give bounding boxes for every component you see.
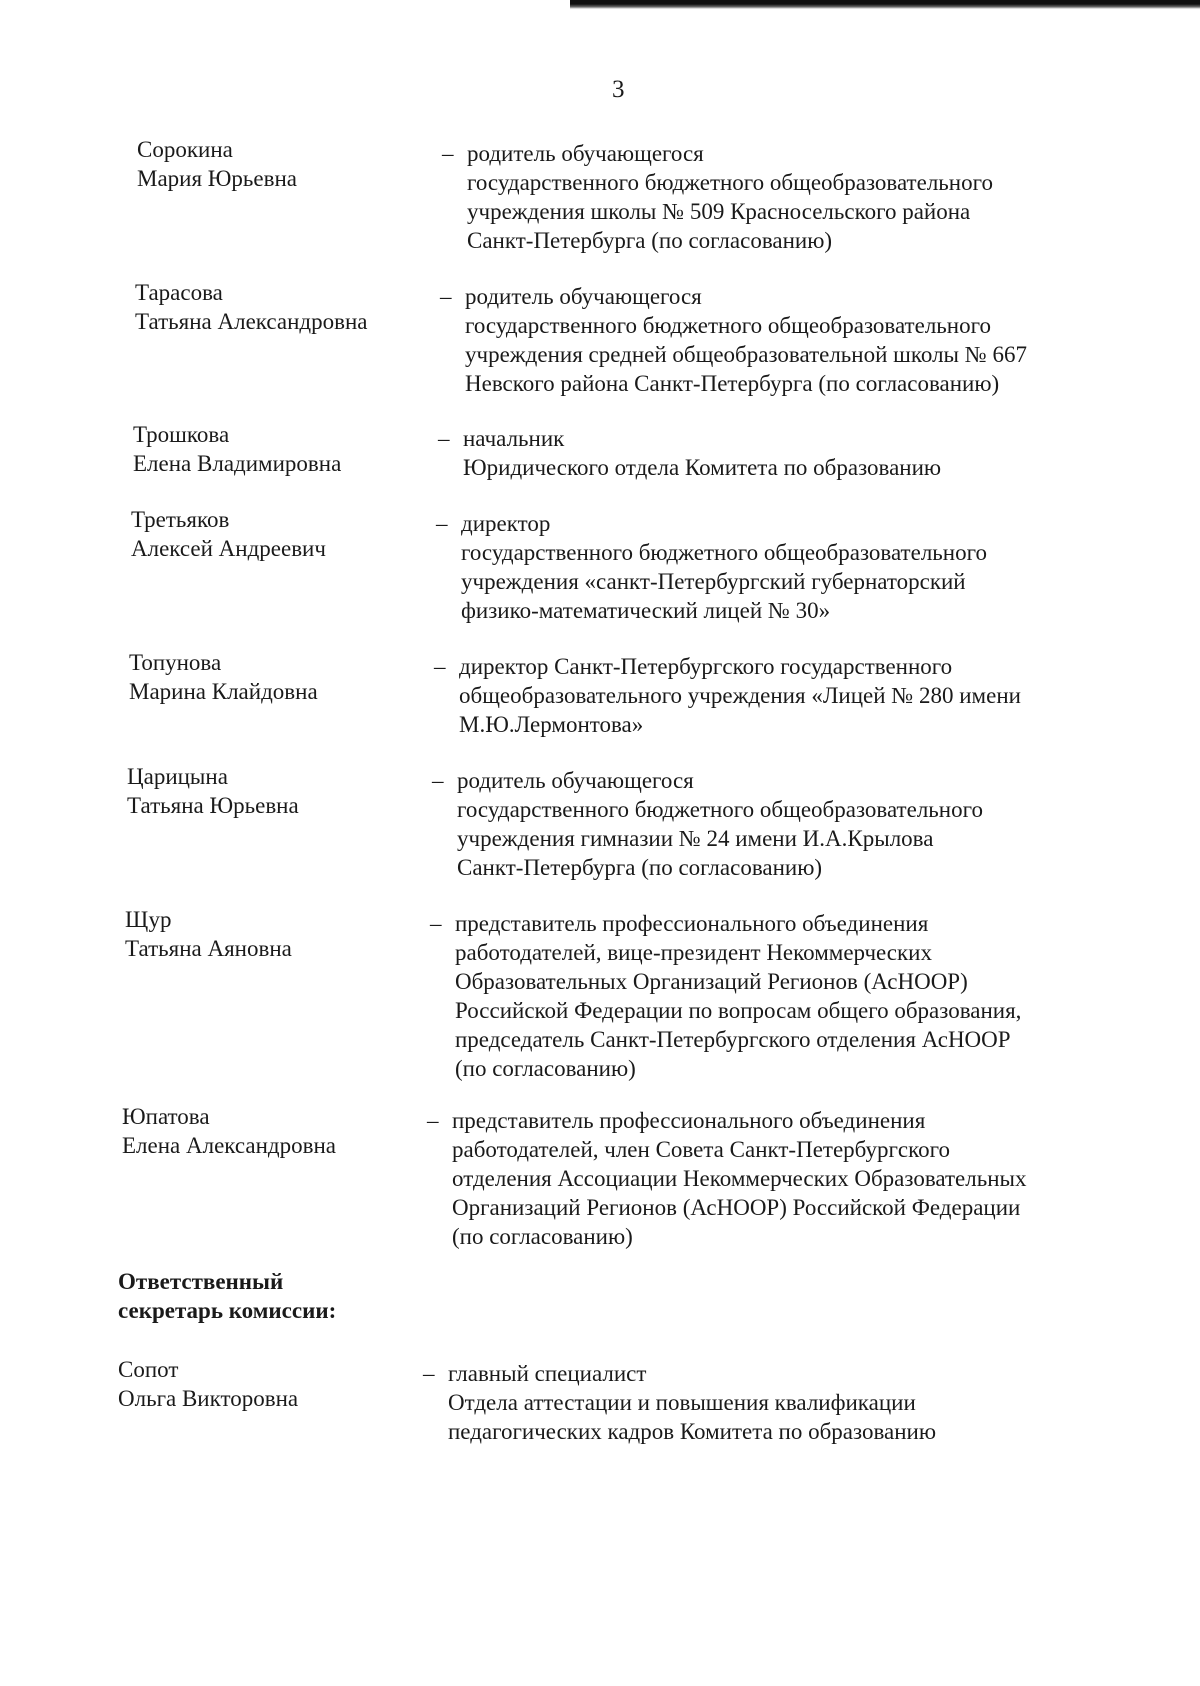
member-name xyxy=(133,420,433,478)
member-dash: – xyxy=(438,426,450,451)
role-line: учреждения «санкт-Петербургский губернаторский xyxy=(461,569,966,594)
member-dash: – xyxy=(442,141,454,166)
member-surname: Трошкова xyxy=(133,422,230,447)
role-line: работодателей, член Совета Санкт-Петербургского xyxy=(452,1137,950,1162)
role-line: представитель профессионального объединения xyxy=(455,911,929,936)
role-line: (по согласованию) xyxy=(452,1224,633,1249)
member-name xyxy=(135,278,435,336)
role-line: отделения Ассоциации Некоммерческих Образовательных xyxy=(452,1166,1027,1191)
member-role xyxy=(455,909,1095,1083)
role-line: родитель обучающегося xyxy=(457,768,694,793)
role-line: Санкт-Петербурга (по согласованию) xyxy=(457,855,823,880)
member-given-name: Мария Юрьевна xyxy=(137,166,298,191)
member-role xyxy=(463,424,1103,482)
member-role xyxy=(459,652,1099,739)
member-dash: – xyxy=(430,911,442,936)
member-role xyxy=(452,1106,1092,1251)
member-dash: – xyxy=(436,511,448,536)
role-line: общеобразовательного учреждения «Лицей № 280 имени xyxy=(459,683,1021,708)
page-number: 3 xyxy=(612,76,625,103)
member-dash: – xyxy=(434,654,446,679)
member-surname: Юпатова xyxy=(122,1104,210,1129)
role-line: (по согласованию) xyxy=(455,1056,636,1081)
member-name xyxy=(131,505,431,563)
member-surname: Третьяков xyxy=(131,507,230,532)
member-given-name: Елена Владимировна xyxy=(133,451,342,476)
secretary-dash: – xyxy=(423,1361,435,1386)
role-line: Невского района Санкт-Петербурга (по согласованию) xyxy=(465,371,1000,396)
role-line: Организаций Регионов (АсНООР) Российской Федерации xyxy=(452,1195,1021,1220)
member-surname: Щур xyxy=(125,907,172,932)
role-line: работодателей, вице-президент Некоммерческих xyxy=(455,940,932,965)
member-surname: Сорокина xyxy=(137,137,233,162)
role-line: главный специалист xyxy=(448,1361,647,1386)
member-dash: – xyxy=(432,768,444,793)
role-line: Образовательных Организаций Регионов (АсНООР) xyxy=(455,969,968,994)
member-role xyxy=(465,282,1105,398)
member-name xyxy=(125,905,425,963)
secretary-given-name: Ольга Викторовна xyxy=(118,1386,299,1411)
member-name xyxy=(127,762,427,820)
member-given-name: Татьяна Аяновна xyxy=(125,936,292,961)
role-line: учреждения школы № 509 Красносельского района xyxy=(467,199,971,224)
role-line: педагогических кадров Комитета по образованию xyxy=(448,1419,937,1444)
secretary-name xyxy=(118,1355,418,1413)
role-line: директор Санкт-Петербургского государственного xyxy=(459,654,953,679)
member-dash: – xyxy=(427,1108,439,1133)
role-line: физико-математический лицей № 30» xyxy=(461,598,831,623)
secretary-heading-line: Ответственный xyxy=(118,1269,284,1294)
member-given-name: Татьяна Александровна xyxy=(135,309,368,334)
secretary-surname: Сопот xyxy=(118,1357,179,1382)
member-role xyxy=(461,509,1101,625)
role-line: учреждения гимназии № 24 имени И.А.Крылова xyxy=(457,826,934,851)
role-line: родитель обучающегося xyxy=(467,141,704,166)
role-line: Юридического отдела Комитета по образованию xyxy=(463,455,942,480)
member-given-name: Марина Клайдовна xyxy=(129,679,318,704)
role-line: председатель Санкт-Петербургского отделения АсНООР xyxy=(455,1027,1011,1052)
secretary-heading-line: секретарь комиссии: xyxy=(118,1298,337,1323)
role-line: Санкт-Петербурга (по согласованию) xyxy=(467,228,833,253)
role-line: родитель обучающегося xyxy=(465,284,702,309)
role-line: государственного бюджетного общеобразовательного xyxy=(467,170,993,195)
member-surname: Царицына xyxy=(127,764,228,789)
role-line: государственного бюджетного общеобразовательного xyxy=(457,797,983,822)
member-role xyxy=(467,139,1107,255)
role-line: государственного бюджетного общеобразовательного xyxy=(465,313,991,338)
scan-edge-mark xyxy=(570,0,1200,9)
member-role xyxy=(457,766,1097,882)
role-line: М.Ю.Лермонтова» xyxy=(459,712,644,737)
role-line: Отдела аттестации и повышения квалификации xyxy=(448,1390,916,1415)
member-name xyxy=(137,135,437,193)
member-name xyxy=(129,648,429,706)
role-line: директор xyxy=(461,511,551,536)
role-line: представитель профессионального объединения xyxy=(452,1108,926,1133)
member-surname: Тарасова xyxy=(135,280,223,305)
role-line: учреждения средней общеобразовательной школы № 667 xyxy=(465,342,1027,367)
role-line: Российской Федерации по вопросам общего образования, xyxy=(455,998,1022,1023)
member-given-name: Елена Александровна xyxy=(122,1133,336,1158)
member-dash: – xyxy=(440,284,452,309)
secretary-heading xyxy=(118,1267,336,1325)
member-surname: Топунова xyxy=(129,650,222,675)
member-given-name: Алексей Андреевич xyxy=(131,536,326,561)
member-name xyxy=(122,1102,422,1160)
role-line: государственного бюджетного общеобразовательного xyxy=(461,540,987,565)
member-given-name: Татьяна Юрьевна xyxy=(127,793,299,818)
role-line: начальник xyxy=(463,426,565,451)
secretary-role xyxy=(448,1359,1088,1446)
